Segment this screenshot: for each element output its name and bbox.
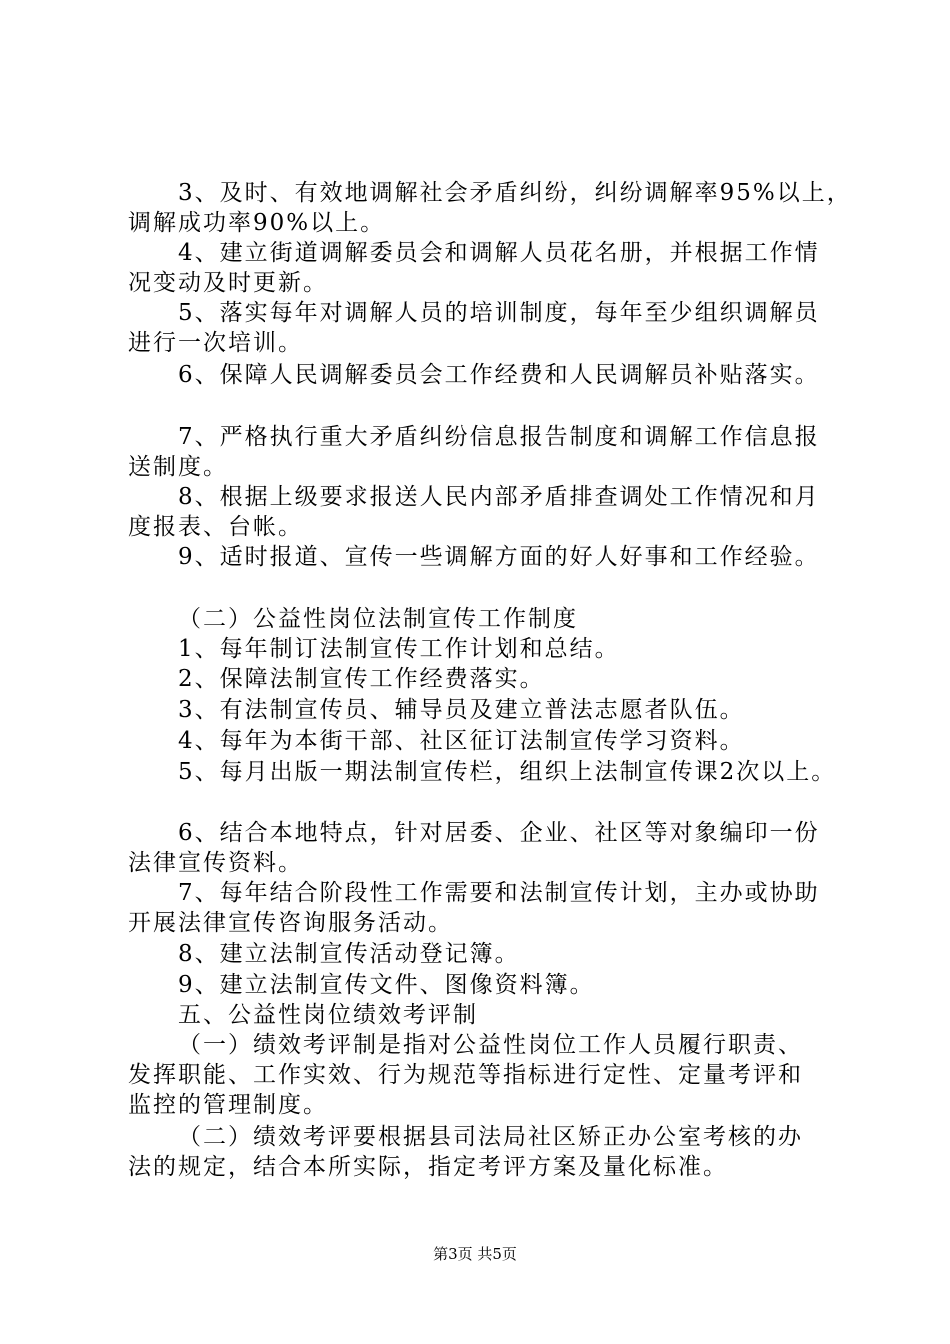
paragraph-line: 8、建立法制宣传活动登记簿。 bbox=[178, 941, 520, 967]
paragraph-line: 法的规定，结合本所实际，指定考评方案及量化标准。 bbox=[128, 1154, 728, 1180]
paragraph-line: 2、保障法制宣传工作经费落实。 bbox=[178, 666, 545, 692]
paragraph-line: 8、根据上级要求报送人民内部矛盾排查调处工作情况和月 bbox=[178, 484, 820, 510]
paragraph-line: 7、每年结合阶段性工作需要和法制宣传计划，主办或协助 bbox=[178, 880, 820, 906]
paragraph-line: 1、每年制订法制宣传工作计划和总结。 bbox=[178, 636, 620, 662]
paragraph-line: 5、落实每年对调解人员的培训制度，每年至少组织调解员 bbox=[178, 300, 820, 326]
paragraph-line: （一）绩效考评制是指对公益性岗位工作人员履行职责、 bbox=[178, 1032, 803, 1058]
paragraph-line: 3、有法制宣传员、辅导员及建立普法志愿者队伍。 bbox=[178, 697, 745, 723]
paragraph-line: 7、严格执行重大矛盾纠纷信息报告制度和调解工作信息报 bbox=[178, 424, 820, 450]
paragraph-line: 4、每年为本街干部、社区征订法制宣传学习资料。 bbox=[178, 728, 745, 754]
paragraph-line: 监控的管理制度。 bbox=[128, 1092, 328, 1118]
paragraph-line: 5、每月出版一期法制宣传栏，组织上法制宣传课2次以上。 bbox=[178, 759, 837, 785]
paragraph-line: 度报表、台帐。 bbox=[128, 514, 303, 540]
paragraph-line: 送制度。 bbox=[128, 454, 228, 480]
paragraph-line: 况变动及时更新。 bbox=[128, 270, 328, 296]
paragraph-line: 6、保障人民调解委员会工作经费和人民调解员补贴落实。 bbox=[178, 362, 820, 388]
paragraph-line: 进行一次培训。 bbox=[128, 330, 303, 356]
section-heading: （二）公益性岗位法制宣传工作制度 bbox=[178, 606, 578, 632]
paragraph-line: 法律宣传资料。 bbox=[128, 850, 303, 876]
paragraph-line: 9、适时报道、宣传一些调解方面的好人好事和工作经验。 bbox=[178, 544, 820, 570]
paragraph-line: 发挥职能、工作实效、行为规范等指标进行定性、定量考评和 bbox=[128, 1062, 803, 1088]
paragraph-line: 9、建立法制宣传文件、图像资料簿。 bbox=[178, 972, 595, 998]
paragraph-line: 3、及时、有效地调解社会矛盾纠纷，纠纷调解率95%以上， bbox=[178, 180, 852, 206]
paragraph-line: 6、结合本地特点，针对居委、企业、社区等对象编印一份 bbox=[178, 820, 820, 846]
paragraph-line: （二）绩效考评要根据县司法局社区矫正办公室考核的办 bbox=[178, 1124, 803, 1150]
section-heading: 五、公益性岗位绩效考评制 bbox=[178, 1002, 478, 1028]
paragraph-line: 调解成功率90%以上。 bbox=[128, 210, 386, 236]
paragraph-line: 4、建立街道调解委员会和调解人员花名册，并根据工作情 bbox=[178, 240, 820, 266]
paragraph-line: 开展法律宣传咨询服务活动。 bbox=[128, 910, 453, 936]
page-number-footer: 第3页 共5页 bbox=[433, 1245, 517, 1263]
